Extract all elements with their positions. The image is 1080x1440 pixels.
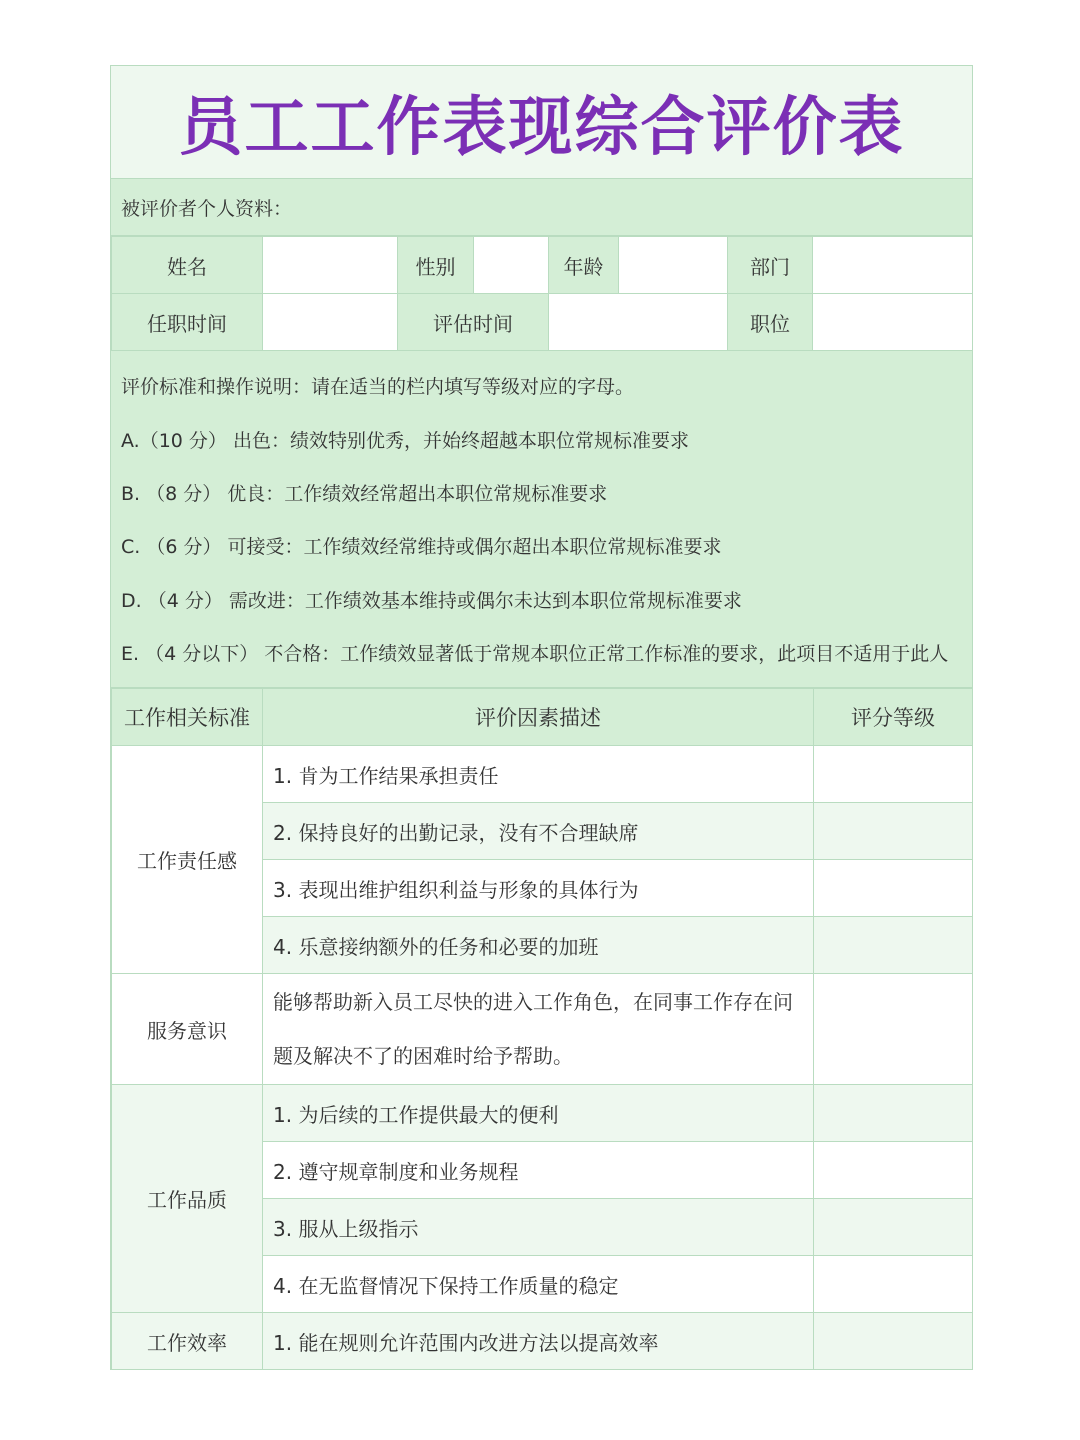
tenure-field[interactable]	[263, 294, 398, 351]
criteria-block	[111, 351, 972, 688]
grade-cell[interactable]	[814, 1142, 973, 1199]
profile-label: 被评价者个人资料：	[111, 179, 972, 236]
service-line-2: 题及解决不了的困难时给予帮助。	[273, 1044, 573, 1069]
eval-time-field[interactable]	[549, 294, 728, 351]
gender-field[interactable]	[474, 237, 549, 294]
title-row	[111, 66, 972, 179]
criteria-level-a: A.（10 分） 出色：绩效特别优秀，并始终超越本职位常规标准要求	[121, 429, 689, 452]
dept-label: 部门	[728, 237, 813, 294]
factor-description	[263, 974, 814, 1085]
factor-description: 2. 遵守规章制度和业务规程	[263, 1142, 814, 1199]
position-label: 职位	[728, 294, 813, 351]
header-grade: 评分等级	[814, 689, 973, 746]
gender-label: 性别	[398, 237, 474, 294]
position-field[interactable]	[813, 294, 973, 351]
dept-field[interactable]	[813, 237, 973, 294]
name-field[interactable]	[263, 237, 398, 294]
category-service: 服务意识	[112, 974, 263, 1085]
criteria-intro: 评价标准和操作说明：请在适当的栏内填写等级对应的字母。	[121, 376, 635, 399]
factor-description: 3. 表现出维护组织利益与形象的具体行为	[263, 860, 814, 917]
category-efficiency: 工作效率	[112, 1313, 263, 1370]
factor-description: 1. 能在规则允许范围内改进方法以提高效率	[263, 1313, 814, 1370]
header-description: 评价因素描述	[263, 689, 814, 746]
category-responsibility: 工作责任感	[112, 746, 263, 974]
grade-cell[interactable]	[814, 974, 973, 1085]
table-row	[112, 1313, 973, 1370]
factor-description: 4. 在无监督情况下保持工作质量的稳定	[263, 1256, 814, 1313]
name-label: 姓名	[112, 237, 263, 294]
eval-time-label: 评估时间	[398, 294, 549, 351]
table-row	[112, 974, 973, 1085]
criteria-level-c: C. （6 分） 可接受：工作绩效经常维持或偶尔超出本职位常规标准要求	[121, 536, 722, 559]
criteria-level-b: B. （8 分） 优良：工作绩效经常超出本职位常规标准要求	[121, 482, 608, 505]
criteria-level-e: E. （4 分以下） 不合格：工作绩效显著低于常规本职位正常工作标准的要求，此项目不适用于此人	[121, 643, 949, 666]
factor-description: 1. 肯为工作结果承担责任	[263, 746, 814, 803]
factor-description: 4. 乐意接纳额外的任务和必要的加班	[263, 917, 814, 974]
tenure-label: 任职时间	[112, 294, 263, 351]
criteria-level-d: D. （4 分） 需改进：工作绩效基本维持或偶尔未达到本职位常规标准要求	[121, 589, 742, 612]
age-field[interactable]	[619, 237, 728, 294]
grade-cell[interactable]	[814, 860, 973, 917]
factor-description: 1. 为后续的工作提供最大的便利	[263, 1085, 814, 1142]
grade-cell[interactable]	[814, 1199, 973, 1256]
evaluation-form	[110, 65, 973, 1370]
grade-cell[interactable]	[814, 803, 973, 860]
grade-cell[interactable]	[814, 1256, 973, 1313]
service-line-1: 能够帮助新入员工尽快的进入工作角色，在同事工作存在问	[273, 990, 793, 1015]
form-title: 员工工作表现综合评价表	[178, 91, 905, 165]
grade-cell[interactable]	[814, 917, 973, 974]
factor-description: 2. 保持良好的出勤记录，没有不合理缺席	[263, 803, 814, 860]
factor-description: 3. 服从上级指示	[263, 1199, 814, 1256]
grade-cell[interactable]	[814, 746, 973, 803]
grade-cell[interactable]	[814, 1313, 973, 1370]
table-row	[112, 746, 973, 803]
header-standard: 工作相关标准	[112, 689, 263, 746]
category-quality: 工作品质	[112, 1085, 263, 1313]
table-row	[112, 1085, 973, 1142]
evaluation-table	[111, 688, 973, 1370]
grade-cell[interactable]	[814, 1085, 973, 1142]
age-label: 年龄	[549, 237, 619, 294]
table-header	[112, 689, 973, 746]
profile-table	[111, 236, 973, 351]
